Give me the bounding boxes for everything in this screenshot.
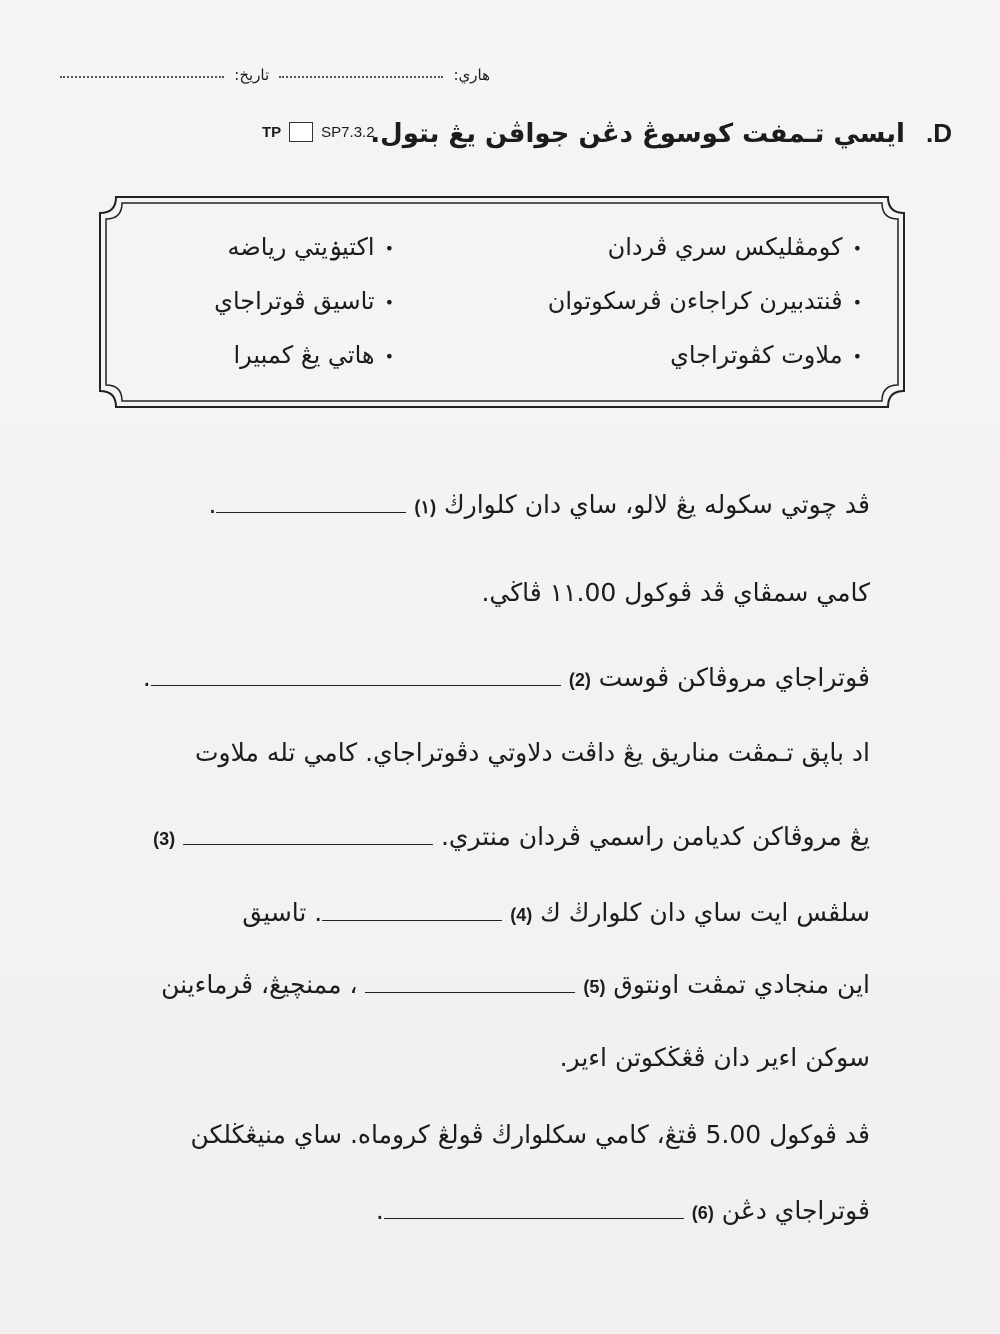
answer-blank-4[interactable]	[322, 905, 502, 921]
blank-number-3: (3)	[153, 829, 176, 849]
standard-code: SP7.3.2	[321, 123, 375, 141]
answer-blank-6[interactable]	[384, 1203, 684, 1219]
passage-line-4: اد باڽق تـمڤت مناريق يڠ داڤت دلاوتي دڤوتراجاي. كامي تله ملاوت	[195, 738, 870, 767]
blank-number-4: (4)	[510, 905, 533, 925]
answer-blank-5[interactable]	[365, 977, 575, 993]
blank-number-6: (6)	[691, 1203, 714, 1223]
passage-line-2: كامي سمڤاي ڤد ڤوكول ١١.00 ڤاڬي.	[481, 578, 870, 607]
bullet-icon: •	[384, 238, 394, 258]
passage-line-9: ڤد ڤوكول 5.00 ڤتڠ، كامي سكلوارڬ ڤولڠ كروماه. ساي منيڠڬلكن	[190, 1120, 870, 1149]
bullet-icon: •	[852, 238, 862, 258]
word-bank-item: •ملاوت كڤوتراجاي	[670, 341, 862, 369]
word-bank-item: •كومڤليكس سري ڤردان	[607, 233, 862, 261]
date-day-header	[60, 60, 490, 84]
date-label: تاريخ:	[234, 66, 270, 84]
bullet-icon: •	[852, 292, 862, 312]
word-bank-box	[98, 195, 906, 409]
tp-code-box	[262, 122, 375, 142]
word-bank-item: •هاتي يڠ كمبيرا	[233, 341, 394, 369]
day-fill-line[interactable]	[279, 76, 443, 78]
answer-blank-3[interactable]	[183, 829, 433, 845]
word-bank-item: •ڤنتدبيرن كراجاءن ڤرسكوتوان	[547, 287, 862, 315]
passage-line-1: ڤد چوتي سكوله يڠ لالو، ساي دان كلوارڬ (١) .	[208, 490, 870, 519]
passage-line-6: سلڤس ايت ساي دان كلوارڬ ك (4) . تاسيق	[242, 898, 870, 927]
question-title	[370, 118, 952, 149]
word-bank-item: •اكتيۏيتي رياضه	[227, 233, 394, 261]
passage-line-3: ڤوتراجاي مروڤاكن ڤوست (2) .	[142, 663, 870, 692]
bullet-icon: •	[384, 292, 394, 312]
blank-number-1: (١)	[414, 497, 437, 517]
blank-number-5: (5)	[583, 977, 606, 997]
passage-line-7: اين منجادي تمڤت اونتوق (5) ، ممنچيڠ، ڤرماءينن	[161, 970, 870, 999]
tp-checkbox[interactable]	[289, 122, 313, 142]
answer-blank-1[interactable]	[216, 497, 406, 513]
bullet-icon: •	[384, 346, 394, 366]
passage-line-8: سوكن اءير دان ڤڠڬكوتن اءير.	[559, 1043, 870, 1072]
question-instruction: ايسي تـمفت كوسوڠ دڠن جواڤن يڠ بتول.	[370, 119, 905, 149]
day-label: هاري:	[453, 66, 490, 84]
tp-label: TP	[262, 123, 282, 141]
answer-blank-2[interactable]	[151, 670, 561, 686]
date-fill-line[interactable]	[60, 76, 224, 78]
passage-line-10: ڤوتراجاي دڠن (6) .	[375, 1196, 870, 1225]
blank-number-2: (2)	[568, 670, 591, 690]
bullet-icon: •	[852, 346, 862, 366]
word-bank-item: •تاسيق ڤوتراجاي	[214, 287, 394, 315]
question-letter: D.	[925, 118, 952, 148]
passage-line-5: يڠ مروڤاكن كديامن راسمي ڤردان منتري. (3)	[153, 822, 870, 851]
